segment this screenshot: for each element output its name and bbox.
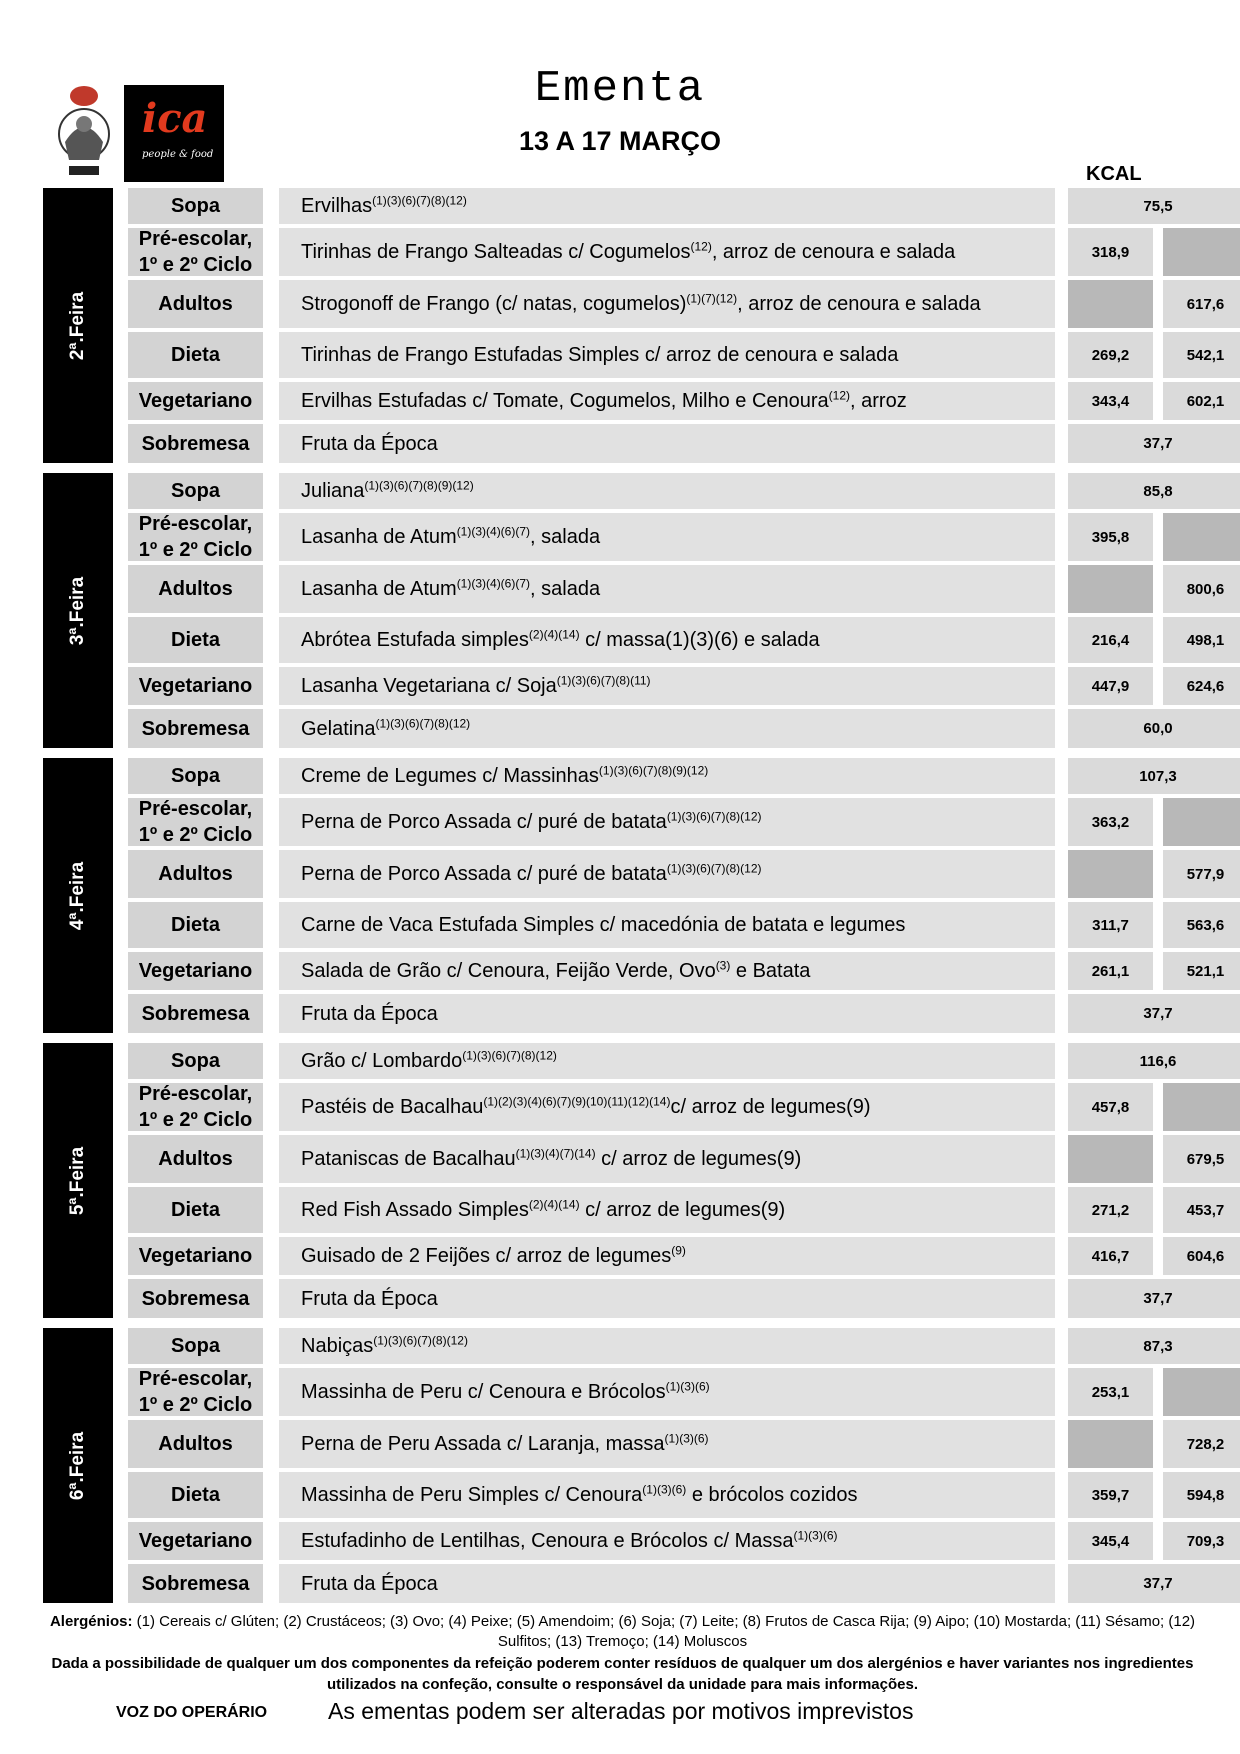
dish-description (279, 667, 1055, 705)
dish-side: e Batata (730, 960, 811, 982)
dish-name: Pastéis de Bacalhau (301, 1096, 484, 1118)
kcal-value: 37,7 (1068, 1564, 1240, 1603)
dish-name: Perna de Porco Assada c/ puré de batata (301, 811, 667, 833)
menu-row (43, 473, 1213, 509)
kcal-child: 363,2 (1068, 798, 1153, 846)
dish-description (279, 1472, 1055, 1518)
meal-category: Dieta (128, 1472, 263, 1518)
meal-category: Sopa (128, 758, 263, 794)
dish-name: Red Fish Assado Simples (301, 1199, 529, 1221)
meal-category: Pré-escolar, 1º e 2º Ciclo (128, 1083, 263, 1131)
dish-name: Fruta da Época (301, 432, 438, 455)
menu-row (43, 188, 1213, 224)
kcal-child: 457,8 (1068, 1083, 1153, 1131)
dish-side: c/ arroz de legumes(9) (670, 1096, 871, 1118)
allergen-codes: (1)(3)(6) (793, 1528, 838, 1543)
kcal-adult: 521,1 (1163, 952, 1240, 990)
kcal-child: 359,7 (1068, 1472, 1153, 1518)
menu-row (43, 1472, 1225, 1518)
menu-row (43, 1279, 1213, 1318)
allergen-codes: (12) (828, 388, 851, 403)
dish-name: Gelatina (301, 717, 376, 740)
kcal-value: 107,3 (1068, 758, 1240, 794)
kcal-value: 116,6 (1068, 1043, 1240, 1079)
meal-category: Vegetariano (128, 382, 263, 420)
dish-description (279, 332, 1055, 378)
kcal-adult: 604,6 (1163, 1237, 1240, 1275)
kcal-adult: 542,1 (1163, 332, 1240, 378)
logo-text: ica (142, 95, 208, 142)
menu-row (43, 902, 1225, 948)
dish-name: Tirinhas de Frango Salteadas c/ Cogumelos (301, 241, 691, 263)
dish-name: Grão c/ Lombardo (301, 1050, 463, 1072)
dish-description (279, 1237, 1055, 1275)
kcal-child: 447,9 (1068, 667, 1153, 705)
dish-description (279, 513, 1055, 561)
dish-description (279, 1083, 1055, 1131)
dish-name: Pataniscas de Bacalhau (301, 1148, 516, 1170)
dish-name: Juliana (301, 480, 365, 502)
dish-name: Tirinhas de Frango Estufadas Simples c/ arroz de cenoura e salada (301, 344, 899, 366)
dish-name: Lasanha de Atum (301, 578, 457, 600)
dish-description (279, 952, 1055, 990)
dish-name: Massinha de Peru Simples c/ Cenoura (301, 1484, 643, 1506)
kcal-child: 261,1 (1068, 952, 1153, 990)
menu-row (43, 382, 1225, 420)
menu-row (43, 617, 1225, 663)
dish-name: Fruta da Época (301, 1572, 438, 1595)
kcal-empty (1068, 1135, 1153, 1183)
kcal-value: 75,5 (1068, 188, 1240, 224)
kcal-empty (1068, 1420, 1153, 1468)
meal-category: Sopa (128, 473, 263, 509)
meal-category: Adultos (128, 1420, 263, 1468)
menu-row (43, 952, 1225, 990)
dish-name: Massinha de Peru c/ Cenoura e Brócolos (301, 1381, 666, 1403)
kcal-child: 395,8 (1068, 513, 1153, 561)
kcal-adult: 602,1 (1163, 382, 1240, 420)
dish-description (279, 1279, 1055, 1318)
kcal-adult: 498,1 (1163, 617, 1240, 663)
dish-description (279, 382, 1055, 420)
day-label-text: 6ª.Feira (67, 1431, 88, 1500)
kcal-adult: 728,2 (1163, 1420, 1240, 1468)
menu-change-note: As ementas podem ser alteradas por motivos imprevistos (328, 1698, 914, 1724)
allergen-codes: (1)(3)(6) (664, 1431, 709, 1446)
allergen-codes: (9) (671, 1243, 686, 1258)
kcal-child: 416,7 (1068, 1237, 1153, 1275)
menu-row (43, 1083, 1213, 1131)
kcal-header: KCAL (1086, 163, 1142, 185)
dish-side: e brócolos cozidos (686, 1484, 858, 1506)
meal-category: Dieta (128, 617, 263, 663)
day-block (43, 758, 1225, 1033)
dish-description (279, 1522, 1055, 1560)
dish-description (279, 188, 1055, 224)
allergens-legend (45, 1612, 1200, 1652)
meal-category: Sopa (128, 1043, 263, 1079)
meal-category: Sobremesa (128, 424, 263, 463)
meal-category: Dieta (128, 902, 263, 948)
meal-category: Adultos (128, 280, 263, 328)
menu-row (43, 1564, 1213, 1603)
dish-description (279, 473, 1055, 509)
day-block (43, 473, 1225, 748)
allergen-codes: (1)(3)(4)(7)(14) (515, 1146, 596, 1161)
meal-category: Pré-escolar, 1º e 2º Ciclo (128, 513, 263, 561)
allergen-codes: (1)(3)(6)(7)(8)(12) (373, 1333, 468, 1348)
dish-description (279, 902, 1055, 948)
meal-category: Adultos (128, 850, 263, 898)
dish-description (279, 1368, 1055, 1416)
kcal-child: 345,4 (1068, 1522, 1153, 1560)
school-name: VOZ DO OPERÁRIO (116, 1704, 268, 1721)
day-block (43, 188, 1225, 463)
dish-name: Estufadinho de Lentilhas, Cenoura e Brócolos c/ Massa (301, 1530, 794, 1552)
menu-row (43, 1328, 1213, 1364)
allergen-codes: (1)(3)(6)(7)(8)(12) (375, 715, 471, 730)
dish-name: Perna de Porco Assada c/ puré de batata (301, 863, 667, 885)
day-label-text: 2ª.Feira (67, 291, 88, 360)
dish-description (279, 1187, 1055, 1233)
kcal-child: 318,9 (1068, 228, 1153, 276)
allergen-codes: (1)(3)(4)(6)(7) (456, 524, 531, 539)
meal-category: Pré-escolar, 1º e 2º Ciclo (128, 798, 263, 846)
dish-name: Strogonoff de Frango (c/ natas, cogumelos) (301, 293, 687, 315)
meal-category: Vegetariano (128, 1522, 263, 1560)
dish-description (279, 709, 1055, 748)
dish-side: c/ massa(1)(3)(6) e salada (579, 629, 820, 651)
kcal-empty (1163, 228, 1240, 276)
kcal-child: 311,7 (1068, 902, 1153, 948)
dish-description (279, 758, 1055, 794)
dish-name: Salada de Grão c/ Cenoura, Feijão Verde, Ovo (301, 960, 716, 982)
meal-category: Pré-escolar, 1º e 2º Ciclo (128, 228, 263, 276)
allergen-codes: (1)(3)(6)(7)(8)(12) (372, 193, 467, 208)
kcal-empty (1163, 513, 1240, 561)
day-block (43, 1328, 1225, 1603)
allergen-codes: (1)(3)(4)(6)(7) (456, 576, 531, 591)
kcal-adult: 624,6 (1163, 667, 1240, 705)
allergen-codes: (1)(3)(6)(7)(8)(12) (666, 809, 762, 824)
kcal-adult: 800,6 (1163, 565, 1240, 613)
menu-row (43, 667, 1225, 705)
menu-row (43, 1043, 1213, 1079)
allergen-warning: Dada a possibilidade de qualquer um dos componentes da refeição poderem conter resíduos de qualquer um dos alergénios e haver variantes nos ingredientes utilizados na confeção, consulte o responsável da unidade para mais informações. (51, 1655, 1194, 1693)
company-logo (124, 85, 224, 182)
meal-category: Dieta (128, 1187, 263, 1233)
dish-name: Fruta da Época (301, 1002, 438, 1025)
dish-name: Ervilhas (301, 195, 373, 217)
date-range: 13 A 17 MARÇO (518, 126, 722, 156)
meal-category: Adultos (128, 1135, 263, 1183)
kcal-adult: 577,9 (1163, 850, 1240, 898)
dish-description (279, 994, 1055, 1033)
kcal-adult: 594,8 (1163, 1472, 1240, 1518)
allergen-codes: (1)(3)(6)(7)(8)(9)(12) (598, 763, 709, 778)
meal-category: Sopa (128, 1328, 263, 1364)
kcal-value: 37,7 (1068, 994, 1240, 1033)
menu-row (43, 1187, 1225, 1233)
kcal-adult: 563,6 (1163, 902, 1240, 948)
dish-description (279, 1043, 1055, 1079)
kcal-empty (1068, 850, 1153, 898)
page-title: Ementa (534, 64, 706, 114)
dish-name: Lasanha de Atum (301, 526, 457, 548)
meal-category: Sobremesa (128, 709, 263, 748)
kcal-empty (1068, 280, 1153, 328)
kcal-adult: 617,6 (1163, 280, 1240, 328)
meal-category: Sobremesa (128, 994, 263, 1033)
kcal-empty (1163, 1368, 1240, 1416)
dish-side: , salada (530, 578, 601, 600)
dish-side: c/ arroz de legumes(9) (595, 1148, 802, 1170)
dish-description (279, 1420, 1055, 1468)
kcal-value: 60,0 (1068, 709, 1240, 748)
allergen-codes: (1)(3)(6)(7)(8)(12) (462, 1048, 557, 1063)
dish-name: Abrótea Estufada simples (301, 629, 529, 651)
kcal-child: 343,4 (1068, 382, 1153, 420)
kcal-value: 37,7 (1068, 424, 1240, 463)
allergens-text: (1) Cereais c/ Glúten; (2) Crustáceos; (3) Ovo; (4) Peixe; (5) Amendoim; (6) Soja; (7) Leite; (8) Frutos de Casca Rija; (9) Aipo; (10) Mostarda; (11) Sésamo; (12) Sulfitos; (13) Tremoço; (14) Moluscos (132, 1613, 1196, 1650)
allergen-codes: (1)(3)(6)(7)(8)(12) (666, 861, 762, 876)
school-crest-icon (55, 82, 113, 180)
day-label-text: 3ª.Feira (67, 576, 88, 645)
menu-row (43, 1522, 1225, 1560)
allergen-codes: (1)(3)(6)(7)(8)(11) (556, 673, 651, 688)
dish-side: c/ arroz de legumes(9) (579, 1199, 786, 1221)
menu-row (43, 1237, 1225, 1275)
dish-name: Creme de Legumes c/ Massinhas (301, 765, 599, 787)
dish-side: , arroz de cenoura e salada (711, 241, 956, 263)
dish-description (279, 565, 1055, 613)
kcal-value: 87,3 (1068, 1328, 1240, 1364)
kcal-adult: 709,3 (1163, 1522, 1240, 1560)
meal-category: Adultos (128, 565, 263, 613)
dish-description (279, 1328, 1055, 1364)
dish-side: , arroz de cenoura e salada (737, 293, 981, 315)
allergen-codes: (1)(7)(12) (686, 291, 738, 306)
dish-description (279, 617, 1055, 663)
dish-side: , salada (530, 526, 601, 548)
menu-row (43, 798, 1213, 846)
menu-row (43, 850, 1225, 898)
kcal-child: 253,1 (1068, 1368, 1153, 1416)
kcal-value: 37,7 (1068, 1279, 1240, 1318)
day-label-text: 4ª.Feira (67, 861, 88, 930)
menu-row (43, 1135, 1225, 1183)
kcal-adult: 453,7 (1163, 1187, 1240, 1233)
kcal-empty (1163, 1083, 1240, 1131)
allergen-codes: (1)(3)(6) (665, 1379, 710, 1394)
dish-description (279, 228, 1055, 276)
kcal-empty (1163, 798, 1240, 846)
meal-category: Sobremesa (128, 1279, 263, 1318)
day-label-text: 5ª.Feira (67, 1146, 88, 1215)
kcal-child: 216,4 (1068, 617, 1153, 663)
kcal-child: 271,2 (1068, 1187, 1153, 1233)
meal-category: Sobremesa (128, 1564, 263, 1603)
meal-category: Dieta (128, 332, 263, 378)
dish-description (279, 798, 1055, 846)
allergen-codes: (3) (715, 958, 731, 973)
dish-name: Lasanha Vegetariana c/ Soja (301, 675, 557, 697)
allergen-codes: (12) (690, 239, 712, 254)
dish-description (279, 1135, 1055, 1183)
meal-category: Vegetariano (128, 667, 263, 705)
dish-description (279, 850, 1055, 898)
dish-name: Ervilhas Estufadas c/ Tomate, Cogumelos, Milho e Cenoura (301, 390, 829, 412)
menu-row (43, 228, 1213, 276)
dish-name: Nabiças (301, 1335, 374, 1357)
menu-row (43, 332, 1225, 378)
menu-row (43, 994, 1213, 1033)
menu-row (43, 1368, 1213, 1416)
menu-row (43, 424, 1213, 463)
kcal-empty (1068, 565, 1153, 613)
meal-category: Sopa (128, 188, 263, 224)
allergen-codes: (1)(3)(6) (642, 1482, 687, 1497)
kcal-adult: 679,5 (1163, 1135, 1240, 1183)
meal-category: Vegetariano (128, 952, 263, 990)
menu-row (43, 513, 1213, 561)
dish-description (279, 1564, 1055, 1603)
dish-name: Perna de Peru Assada c/ Laranja, massa (301, 1433, 665, 1455)
menu-row (43, 565, 1225, 613)
dish-name: Carne de Vaca Estufada Simples c/ macedónia de batata e legumes (301, 914, 906, 936)
dish-description (279, 424, 1055, 463)
allergen-codes: (1)(3)(6)(7)(8)(9)(12) (364, 478, 474, 493)
menu-row (43, 1420, 1225, 1468)
menu-row (43, 709, 1213, 748)
logo-tagline: people & food (142, 149, 214, 160)
meal-category: Pré-escolar, 1º e 2º Ciclo (128, 1368, 263, 1416)
dish-name: Fruta da Época (301, 1287, 438, 1310)
dish-name: Guisado de 2 Feijões c/ arroz de legumes (301, 1245, 672, 1267)
day-block (43, 1043, 1225, 1318)
meal-category: Vegetariano (128, 1237, 263, 1275)
dish-description (279, 280, 1055, 328)
dish-side: , arroz (850, 390, 907, 412)
allergen-codes: (2)(4)(14) (528, 1197, 580, 1212)
kcal-value: 85,8 (1068, 473, 1240, 509)
allergen-codes: (1)(2)(3)(4)(6)(7)(9)(10)(11)(12)(14) (483, 1094, 671, 1109)
menu-row (43, 758, 1213, 794)
kcal-child: 269,2 (1068, 332, 1153, 378)
allergens-label: Alergénios: (49, 1613, 133, 1630)
allergen-codes: (2)(4)(14) (528, 627, 580, 642)
menu-row (43, 280, 1225, 328)
